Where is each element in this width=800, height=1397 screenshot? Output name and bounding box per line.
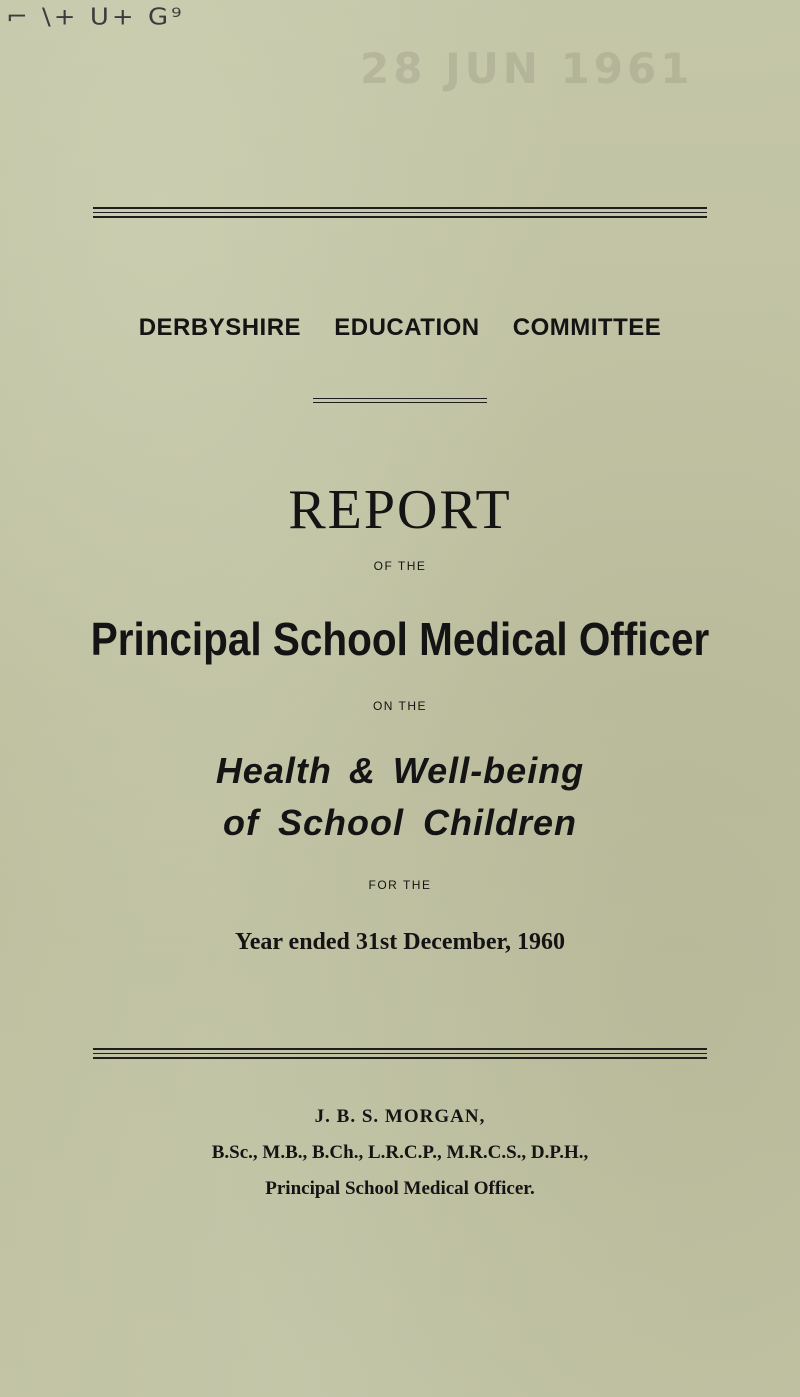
- report-year: Year ended 31st December, 1960: [235, 929, 565, 955]
- handwritten-catalogue-mark: ⌐ \+ U+ G⁹: [6, 4, 185, 31]
- author-role: Principal School Medical Officer.: [265, 1178, 535, 1199]
- author-name: J. B. S. MORGAN,: [314, 1106, 486, 1127]
- received-date-stamp: 28 JUN 1961: [360, 44, 694, 93]
- for-the-connector: FOR THE: [368, 878, 432, 892]
- officer-title: Principal School Medical Officer: [90, 613, 710, 665]
- top-double-rule: [93, 207, 707, 221]
- subject-line-1: Health & Well-being: [215, 750, 585, 791]
- author-degrees: B.Sc., M.B., B.Ch., L.R.C.P., M.R.C.S., D.P.H.,: [211, 1142, 589, 1163]
- bottom-double-rule: [93, 1048, 707, 1062]
- committee-heading: DERBYSHIRE EDUCATION COMMITTEE: [138, 314, 662, 341]
- report-title: REPORT: [288, 479, 512, 541]
- short-double-rule: [313, 398, 487, 406]
- subject-line-2: of School Children: [223, 802, 577, 843]
- of-the-connector: OF THE: [373, 559, 427, 573]
- on-the-connector: ON THE: [372, 699, 428, 713]
